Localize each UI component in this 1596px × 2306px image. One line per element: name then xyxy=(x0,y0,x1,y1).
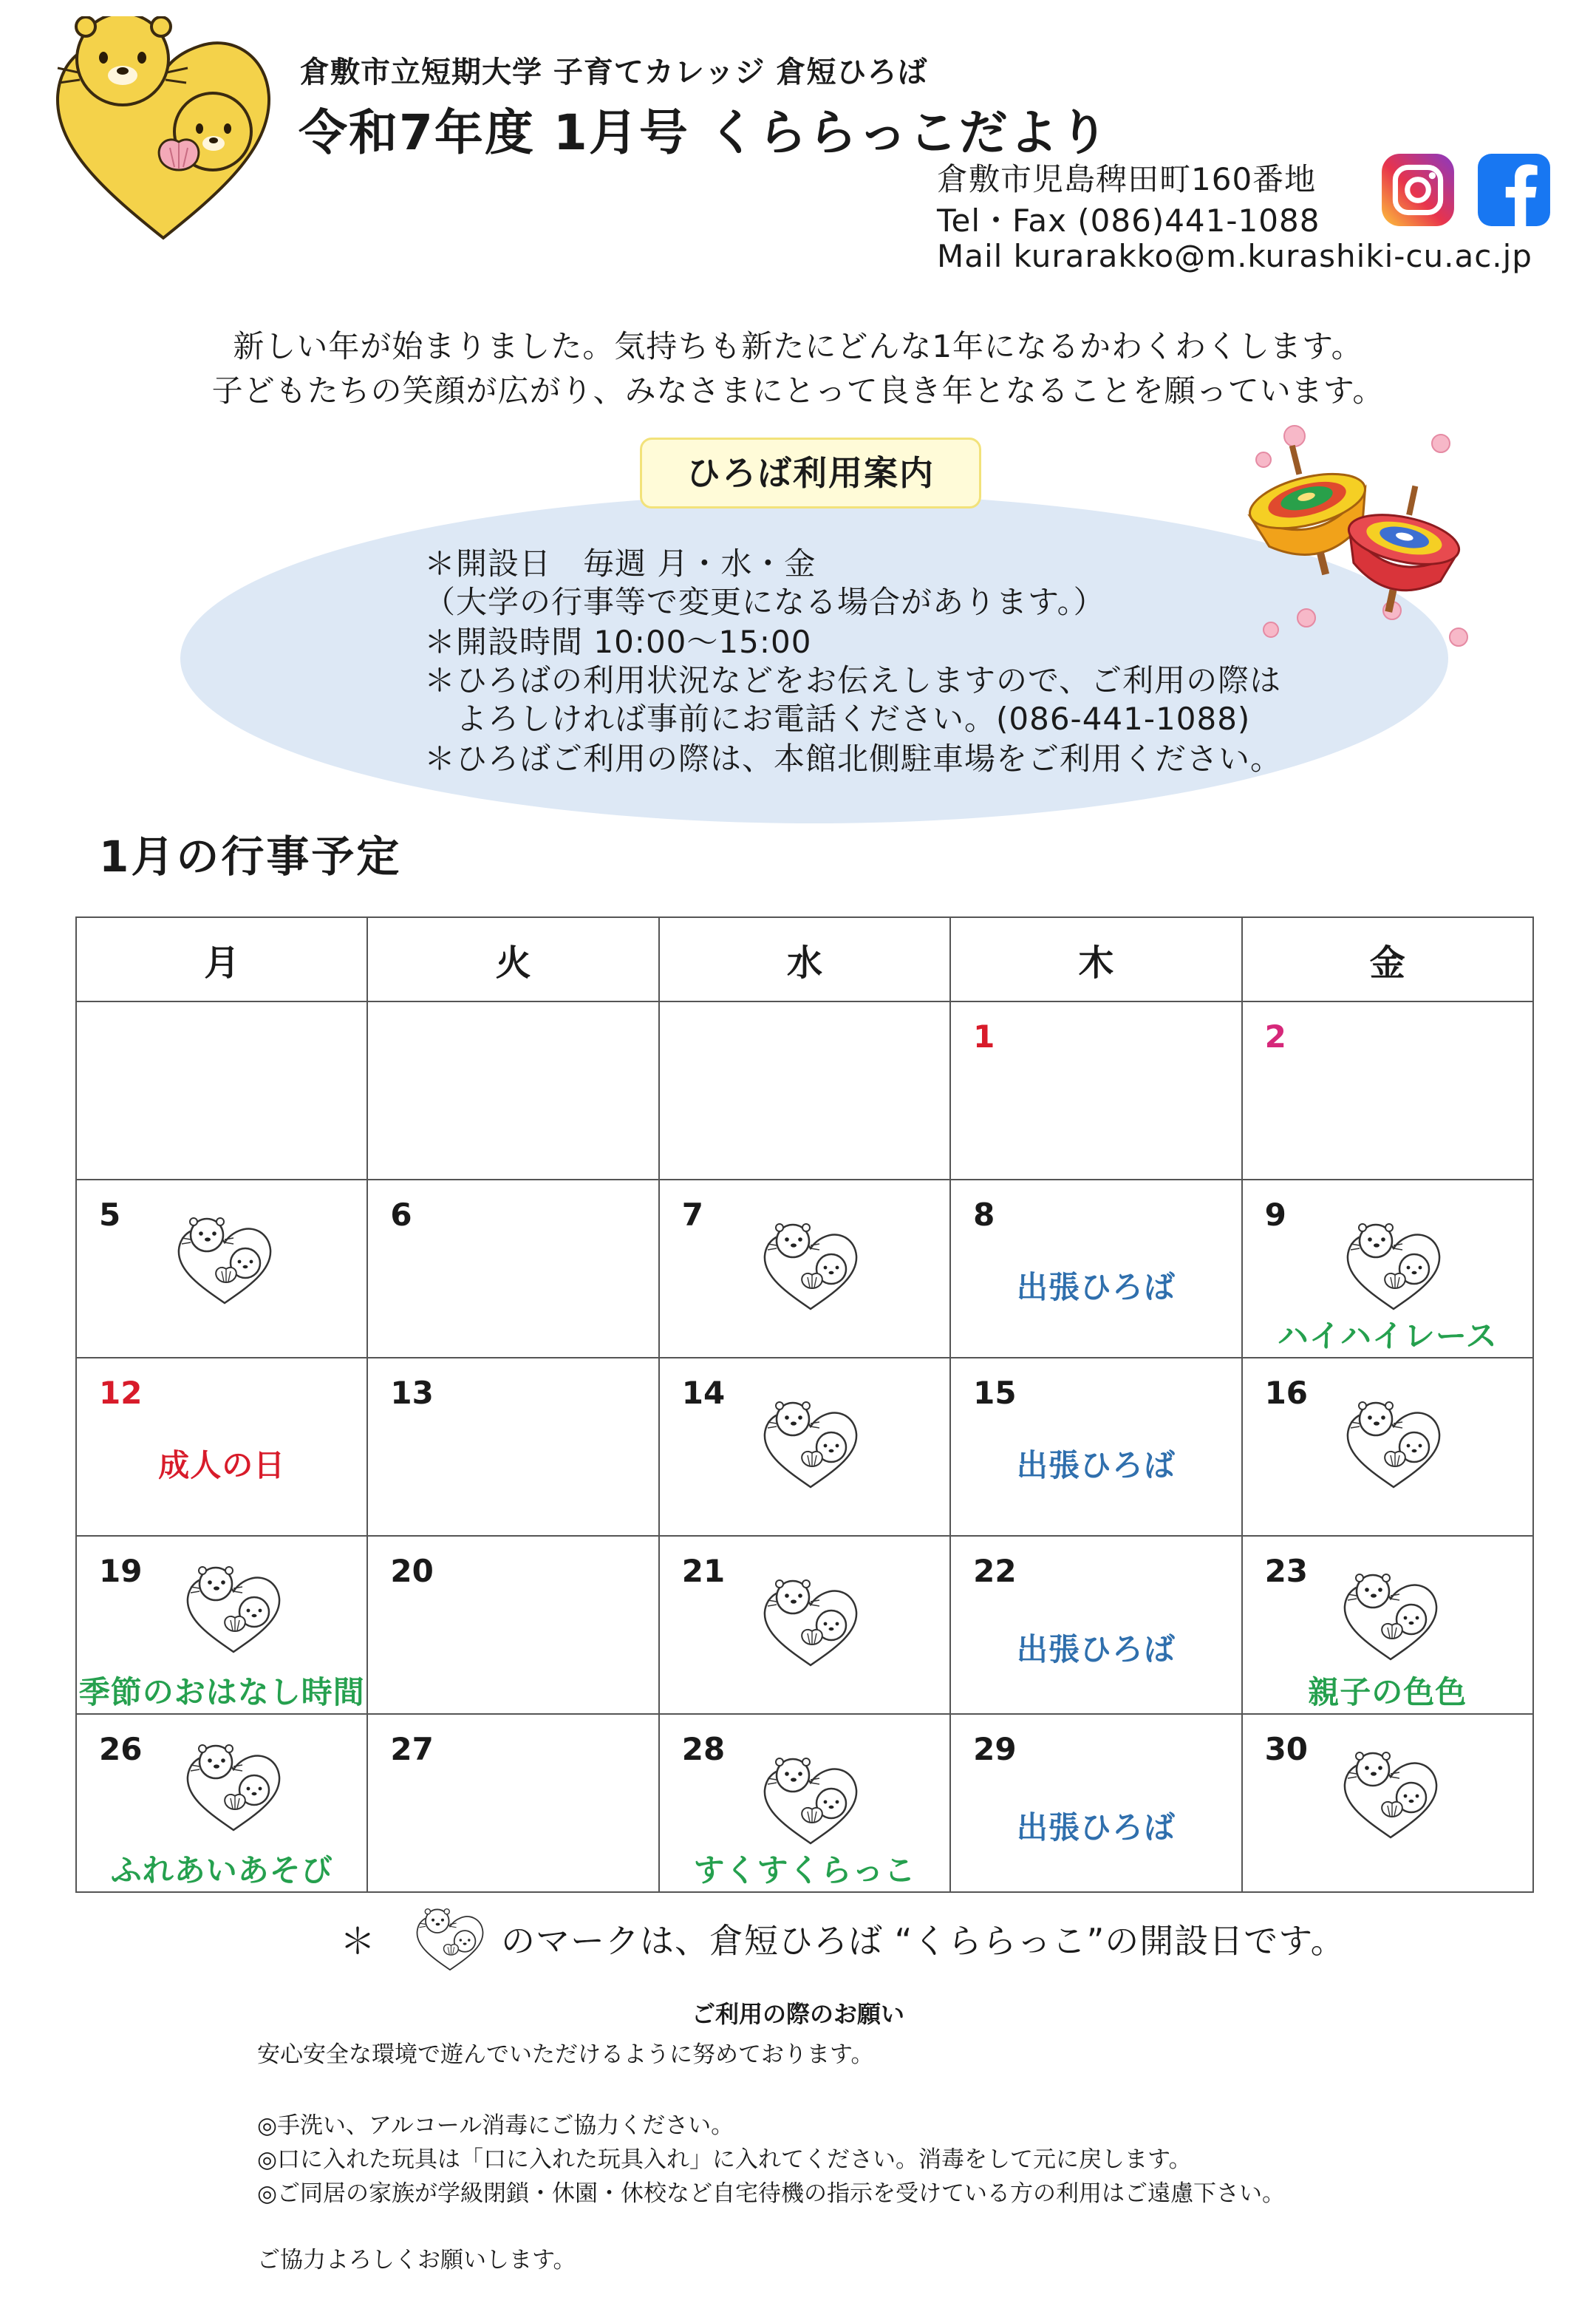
calendar-week xyxy=(76,1536,1533,1714)
calendar-week xyxy=(76,1358,1533,1536)
facebook-icon[interactable] xyxy=(1476,152,1552,228)
open-day-otter-icon xyxy=(757,1579,864,1668)
day-number: 26 xyxy=(99,1731,143,1767)
info-line: （大学の行事等で変更になる場合があります。） xyxy=(424,584,1105,620)
calendar-cell xyxy=(950,1714,1241,1892)
day-number: 21 xyxy=(681,1553,726,1589)
open-day-otter-icon xyxy=(1337,1752,1444,1840)
event-label: すくすくらっこ xyxy=(693,1852,916,1888)
calendar-cell xyxy=(950,1001,1241,1180)
calendar-cell xyxy=(659,1536,950,1714)
event-label: 出張ひろば xyxy=(1016,1269,1176,1305)
day-number: 23 xyxy=(1264,1553,1309,1589)
intro-line-2: 子どもたちの笑顔が広がり、みなさまにとって良き年となることを願っています。 xyxy=(211,373,1385,409)
weekday-header-fri: 金 xyxy=(1242,917,1533,1001)
open-day-otter-icon xyxy=(757,1401,864,1490)
info-heading-badge: ひろば利用案内 xyxy=(640,438,981,509)
open-day-otter-icon xyxy=(180,1744,287,1833)
day-number: 19 xyxy=(99,1553,143,1589)
event-label: 出張ひろば xyxy=(1016,1631,1176,1667)
day-number: 9 xyxy=(1264,1197,1286,1233)
day-number: 6 xyxy=(390,1197,412,1233)
calendar-cell-empty xyxy=(367,1001,658,1180)
day-number: 2 xyxy=(1264,1018,1286,1055)
day-number: 29 xyxy=(973,1731,1017,1767)
day-number: 5 xyxy=(99,1197,121,1233)
day-number: 12 xyxy=(99,1375,143,1411)
calendar-cell xyxy=(76,1180,367,1358)
calendar-cell xyxy=(367,1358,658,1536)
tel-fax-text: Tel・Fax (086)441-1088 xyxy=(937,203,1320,239)
calendar-cell xyxy=(367,1714,658,1892)
event-calendar xyxy=(75,916,1534,1893)
info-line: ＊開設日 毎週 月・水・金 xyxy=(424,545,816,582)
open-day-otter-icon xyxy=(180,1566,287,1655)
day-number: 30 xyxy=(1264,1731,1309,1767)
calendar-cell xyxy=(950,1180,1241,1358)
note-line: ◎ご同居の家族が学級閉鎖・休園・休校など自宅待機の指示を受けている方の利用はご遠慮下さい。 xyxy=(257,2180,1286,2207)
weekday-header-tue: 火 xyxy=(367,917,658,1001)
weekday-header-mon: 月 xyxy=(76,917,367,1001)
event-label: 出張ひろば xyxy=(1016,1447,1176,1483)
event-label: ハイハイレース xyxy=(1277,1318,1498,1354)
note-line: ご協力よろしくお願いします。 xyxy=(257,2247,576,2273)
day-number: 1 xyxy=(973,1018,995,1055)
calendar-cell xyxy=(367,1180,658,1358)
day-number: 27 xyxy=(390,1731,434,1767)
open-day-otter-icon xyxy=(1337,1574,1444,1662)
otter-mascot-logo xyxy=(41,16,285,245)
spinning-tops-illustration xyxy=(1227,414,1478,658)
holiday-label: 成人の日 xyxy=(158,1447,286,1483)
note-line: ◎口に入れた玩具は「口に入れた玩具入れ」に入れてください。消毒をして元に戻します。 xyxy=(257,2146,1192,2173)
day-number: 7 xyxy=(681,1197,704,1233)
calendar-cell xyxy=(76,1536,367,1714)
calendar-cell xyxy=(1242,1358,1533,1536)
event-label: ふれあいあそび xyxy=(110,1852,333,1888)
calendar-cell-empty xyxy=(76,1001,367,1180)
event-label: 出張ひろば xyxy=(1016,1809,1176,1846)
calendar-cell-empty xyxy=(659,1001,950,1180)
info-line: ＊開設時間 10:00～15:00 xyxy=(424,624,812,660)
calendar-cell xyxy=(1242,1714,1533,1892)
legend-asterisk: ＊ xyxy=(340,1921,376,1962)
mail-text: Mail kurarakko@m.kurashiki-cu.ac.jp xyxy=(937,238,1532,274)
calendar-cell xyxy=(950,1358,1241,1536)
open-day-otter-icon xyxy=(1340,1401,1447,1490)
calendar-cell xyxy=(1242,1180,1533,1358)
calendar-cell xyxy=(1242,1001,1533,1180)
day-number: 22 xyxy=(973,1553,1017,1589)
legend-text: のマークは、倉短ひろば “くららっこ”の開設日です。 xyxy=(501,1921,1346,1961)
calendar-cell xyxy=(76,1358,367,1536)
event-label: 親子の色色 xyxy=(1308,1674,1467,1710)
notes-title: ご利用の際のお願い xyxy=(691,2000,904,2028)
calendar-cell xyxy=(659,1358,950,1536)
calendar-week xyxy=(76,1180,1533,1358)
organization-name: 倉敷市立短期大学 子育てカレッジ 倉短ひろば xyxy=(300,55,928,89)
day-number: 15 xyxy=(973,1375,1017,1411)
calendar-week xyxy=(76,1714,1533,1892)
calendar-cell xyxy=(76,1714,367,1892)
info-line: よろしければ事前にお電話ください。(086-441-1088) xyxy=(424,701,1251,737)
info-line: ＊ひろばの利用状況などをお伝えしますので、ご利用の際は xyxy=(424,662,1282,698)
day-number: 16 xyxy=(1264,1375,1309,1411)
calendar-cell xyxy=(950,1536,1241,1714)
address-text: 倉敷市児島稗田町160番地 xyxy=(937,161,1317,197)
note-line: ◎手洗い、アルコール消毒にご協力ください。 xyxy=(257,2112,734,2139)
info-line: ＊ひろばご利用の際は、本館北側駐車場をご利用ください。 xyxy=(424,741,1283,777)
open-day-otter-icon xyxy=(1340,1223,1447,1312)
newsletter-title: 令和7年度 1月号 くららっこだより xyxy=(299,104,1110,161)
day-number: 8 xyxy=(973,1197,995,1233)
open-day-otter-icon xyxy=(171,1217,278,1306)
day-number: 20 xyxy=(390,1553,434,1589)
open-day-otter-icon xyxy=(757,1223,864,1312)
day-number: 28 xyxy=(681,1731,726,1767)
calendar-cell xyxy=(659,1180,950,1358)
calendar-cell xyxy=(367,1536,658,1714)
weekday-header-wed: 水 xyxy=(659,917,950,1001)
note-line: 安心安全な環境で遊んでいただけるように努めております。 xyxy=(257,2041,874,2068)
weekday-header-thu: 木 xyxy=(950,917,1241,1001)
day-number: 13 xyxy=(390,1375,434,1411)
legend-otter-icon xyxy=(408,1908,492,1972)
day-number: 14 xyxy=(681,1375,726,1411)
open-day-otter-icon xyxy=(757,1758,864,1846)
calendar-cell xyxy=(659,1714,950,1892)
instagram-icon[interactable] xyxy=(1380,152,1456,228)
calendar-title: 1月の行事予定 xyxy=(99,831,402,882)
calendar-cell xyxy=(1242,1536,1533,1714)
intro-line-1: 新しい年が始まりました。気持ちも新たにどんな1年になるかわくわくします。 xyxy=(233,328,1363,364)
event-label: 季節のおはなし時間 xyxy=(78,1674,365,1710)
calendar-week xyxy=(76,1001,1533,1180)
